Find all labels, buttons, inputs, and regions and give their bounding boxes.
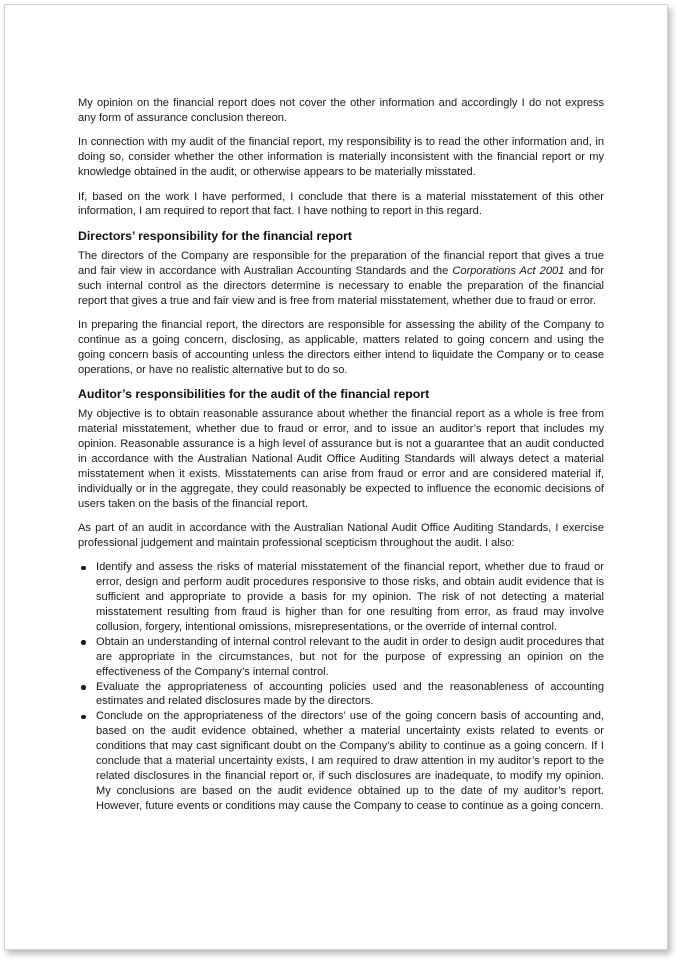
list-item xyxy=(78,635,604,680)
bullet-icon xyxy=(81,566,86,571)
directors-paragraph-text-start: The directors of the Company are responsible for the preparation of the financial report that gives a true and fair view in accordance with Australian Accounting Standards and the xyxy=(78,249,604,277)
auditor-procedures-list xyxy=(78,560,604,813)
list-item xyxy=(78,709,604,813)
other-info-misstatement-paragraph: If, based on the work I have performed, I conclude that there is a material misstatement of this other information, I am required to report that fact. I have nothing to report in this regard. xyxy=(78,190,604,218)
list-item-text: Identify and assess the risks of material misstatement of the financial report, whether due to fraud or error, design and perform audit procedures responsive to those risks, and obtain audit evidence that is sufficient and appropriate to provide a basis for my opinion. The risk of not detecting a material misstatement resulting from fraud is higher than for one resulting from error, as fraud may involve collusion, forgery, intentional omissions, misrepresentations, or the override of internal control. xyxy=(96,561,604,633)
auditor-scepticism-paragraph: As part of an audit in accordance with the Australian National Audit Office Auditing Standards, I exercise professional judgement and maintain professional scepticism throughout the audit. I also: xyxy=(78,521,604,549)
directors-paragraph-text-end: and for such internal control as the directors determine is necessary to enable the preparation of the financial report that gives a true and fair view and is free from material misstatement, whether due to fraud or error. xyxy=(78,264,605,307)
auditor-responsibilities-heading: Auditor’s responsibilities for the audit of the financial report xyxy=(78,387,430,402)
list-item-text: Obtain an understanding of internal control relevant to the audit in order to design audit procedures that are appropriate in the circumstances, but not for the purpose of expressing an opinion on the effectiveness of the Company’s internal control. xyxy=(96,635,604,678)
other-info-opinion-paragraph: My opinion on the financial report does not cover the other information and accordingly I do not express any form of assurance conclusion thereon. xyxy=(78,97,604,124)
document-page xyxy=(4,4,668,950)
bullet-icon xyxy=(81,640,86,645)
list-item-text: Conclude on the appropriateness of the directors’ use of the going concern basis of accounting and, based on the audit evidence obtained, whether a material uncertainty exists related to events or conditions that may cast significant doubt on the Company’s ability to continue as a going concern. If I conclude that a material uncertainty exists, I am required to draw attention in my auditor’s report to the related disclosures in the financial report or, if such disclosures are inadequate, to modify my opinion. My conclusions are based on the audit evidence obtained up to the date of my auditor’s report. However, future events or conditions may cause the Company to cease to continue as a going concern. xyxy=(96,710,604,812)
list-item-text: Evaluate the appropriateness of accounting policies used and the reasonableness of accounting estimates and related disclosures made by the directors. xyxy=(96,680,604,708)
auditor-objective-paragraph: My objective is to obtain reasonable assurance about whether the financial report as a whole is free from material misstatement, whether due to fraud or error, and to issue an auditor’s report that includes my opinion. Reasonable assurance is a high level of assurance but is not a guarantee that an audit conducted in accordance with the Australian National Audit Office Auditing Standards will always detect a material misstatement when it exists. Misstatements can arise from fraud or error and are considered material if, individually or in the aggregate, they could reasonably be expected to influence the economic decisions of users taken on the basis of the financial report. xyxy=(78,408,604,510)
other-info-responsibility-paragraph: In connection with my audit of the financial report, my responsibility is to read the other information and, in doing so, consider whether the other information is materially inconsistent with the financial report or my knowledge obtained in the audit, or otherwise appears to be materially misstated. xyxy=(78,136,604,179)
corporations-act-citation: Corporations Act 2001 xyxy=(452,264,565,277)
bullet-icon xyxy=(81,715,86,720)
list-item xyxy=(78,680,604,710)
page-content xyxy=(78,96,604,814)
directors-responsibility-heading: Directors’ responsibility for the financial report xyxy=(78,228,353,243)
bullet-icon xyxy=(81,685,86,690)
directors-responsibility-paragraph xyxy=(78,249,604,309)
list-item xyxy=(78,560,604,635)
going-concern-directors-paragraph: In preparing the financial report, the directors are responsible for assessing the ability of the Company to continue as a going concern, disclosing, as applicable, matters related to going concern and using the going concern basis of accounting unless the directors either intend to liquidate the Company or to cease operations, or have no realistic alternative but to do so. xyxy=(78,318,604,376)
